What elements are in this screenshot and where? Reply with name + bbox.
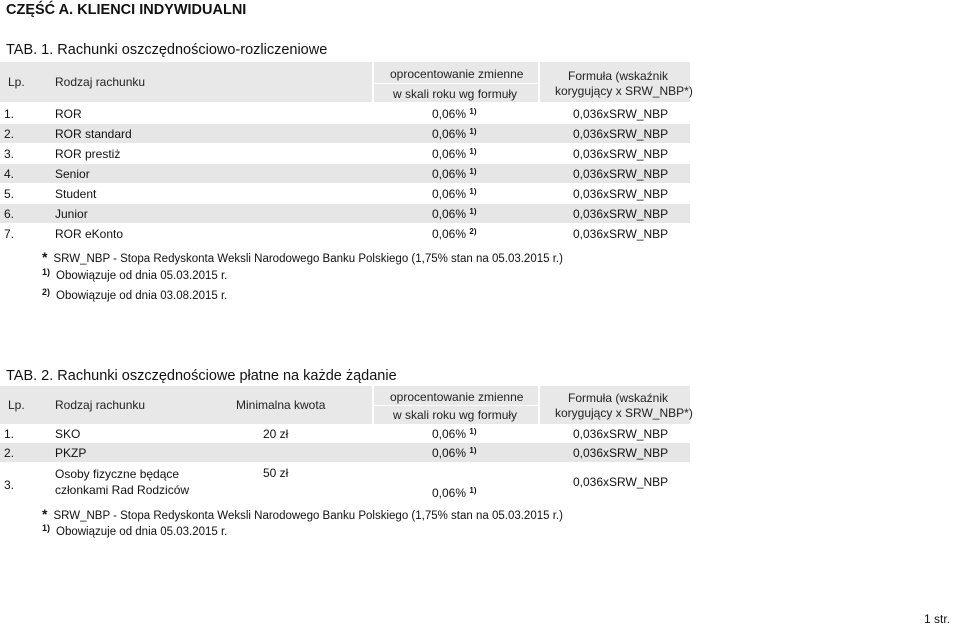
table-row: 2. ROR standard 0,06% $^{1)}$ 0,036xSRW_NBP xyxy=(0,124,690,143)
footnote-star: * SRW_NBP - Stopa Redyskonta Weksli Narodowego Banku Polskiego (1,75% stan na 05.03.2015 r.) xyxy=(42,249,563,265)
page-number: 1 str. xyxy=(923,612,950,626)
table-row: 3. Osoby fizyczne będące członkami Rad Rodziców 50 zł 0,06% $^{1)}$ 0,036xSRW_NBP xyxy=(4,466,669,500)
tab1-header-lp: Lp. xyxy=(8,75,25,89)
tab2-header-rate-top: oprocentowanie zmienne xyxy=(390,390,524,404)
footnote-1: $^{1)}$ Obowiązuje od dnia 05.03.2015 r. xyxy=(42,523,228,538)
table-row: 1. ROR 0,06% $^{1)}$ 0,036xSRW_NBP xyxy=(4,107,669,121)
tab2-header-rate-bottom: w skali roku wg formuły xyxy=(393,408,518,422)
table-row: 1. SKO 20 zł 0,06% $^{1)}$ 0,036xSRW_NBP xyxy=(4,427,669,441)
tab2-header-formula-top: Formuła (wskaźnik xyxy=(568,391,669,405)
table-row: 6. Junior 0,06% $^{1)}$ 0,036xSRW_NBP xyxy=(0,204,690,223)
tab2-header-lp: Lp. xyxy=(8,398,25,412)
tab2-title: TAB. 2. Rachunki oszczędnościowe płatne na każde żądanie xyxy=(6,368,397,384)
table-row: 7. ROR eKonto 0,06% $^{2)}$ 0,036xSRW_NBP xyxy=(4,227,669,241)
tab1-header-formula-bottom: korygujący x SRW_NBP*) xyxy=(555,84,693,98)
footnote-1: $^{1)}$ Obowiązuje od dnia 05.03.2015 r. xyxy=(42,267,228,282)
tab1-header-rate-top: oprocentowanie zmienne xyxy=(390,67,524,81)
tab2-header-formula-bottom: korygujący x SRW_NBP*) xyxy=(555,406,693,420)
part-title: CZĘŚĆ A. KLIENCI INDYWIDUALNI xyxy=(6,2,247,18)
table-row: 2. PKZP 0,06% $^{1)}$ 0,036xSRW_NBP xyxy=(0,443,690,462)
tab1-header-formula-top: Formuła (wskaźnik xyxy=(568,69,669,83)
table-row: 5. Student 0,06% $^{1)}$ 0,036xSRW_NBP xyxy=(4,187,669,201)
tab1-title: TAB. 1. Rachunki oszczędnościowo-rozliczeniowe xyxy=(6,42,328,58)
tab1-header-type: Rodzaj rachunku xyxy=(55,75,146,89)
footnote-star: * SRW_NBP - Stopa Redyskonta Weksli Narodowego Banku Polskiego (1,75% stan na 05.03.2015 r.) xyxy=(42,506,563,522)
tab2-header-type: Rodzaj rachunku xyxy=(55,398,146,412)
table-row: 4. Senior 0,06% $^{1)}$ 0,036xSRW_NBP xyxy=(0,164,690,183)
footnote-2: $^{2)}$ Obowiązuje od dnia 03.08.2015 r. xyxy=(42,287,228,302)
table-row: 3. ROR prestiż 0,06% $^{1)}$ 0,036xSRW_NBP xyxy=(4,147,669,161)
tab2-header-min: Minimalna kwota xyxy=(236,398,326,412)
tab1-header-rate-bottom: w skali roku wg formuły xyxy=(393,87,518,101)
